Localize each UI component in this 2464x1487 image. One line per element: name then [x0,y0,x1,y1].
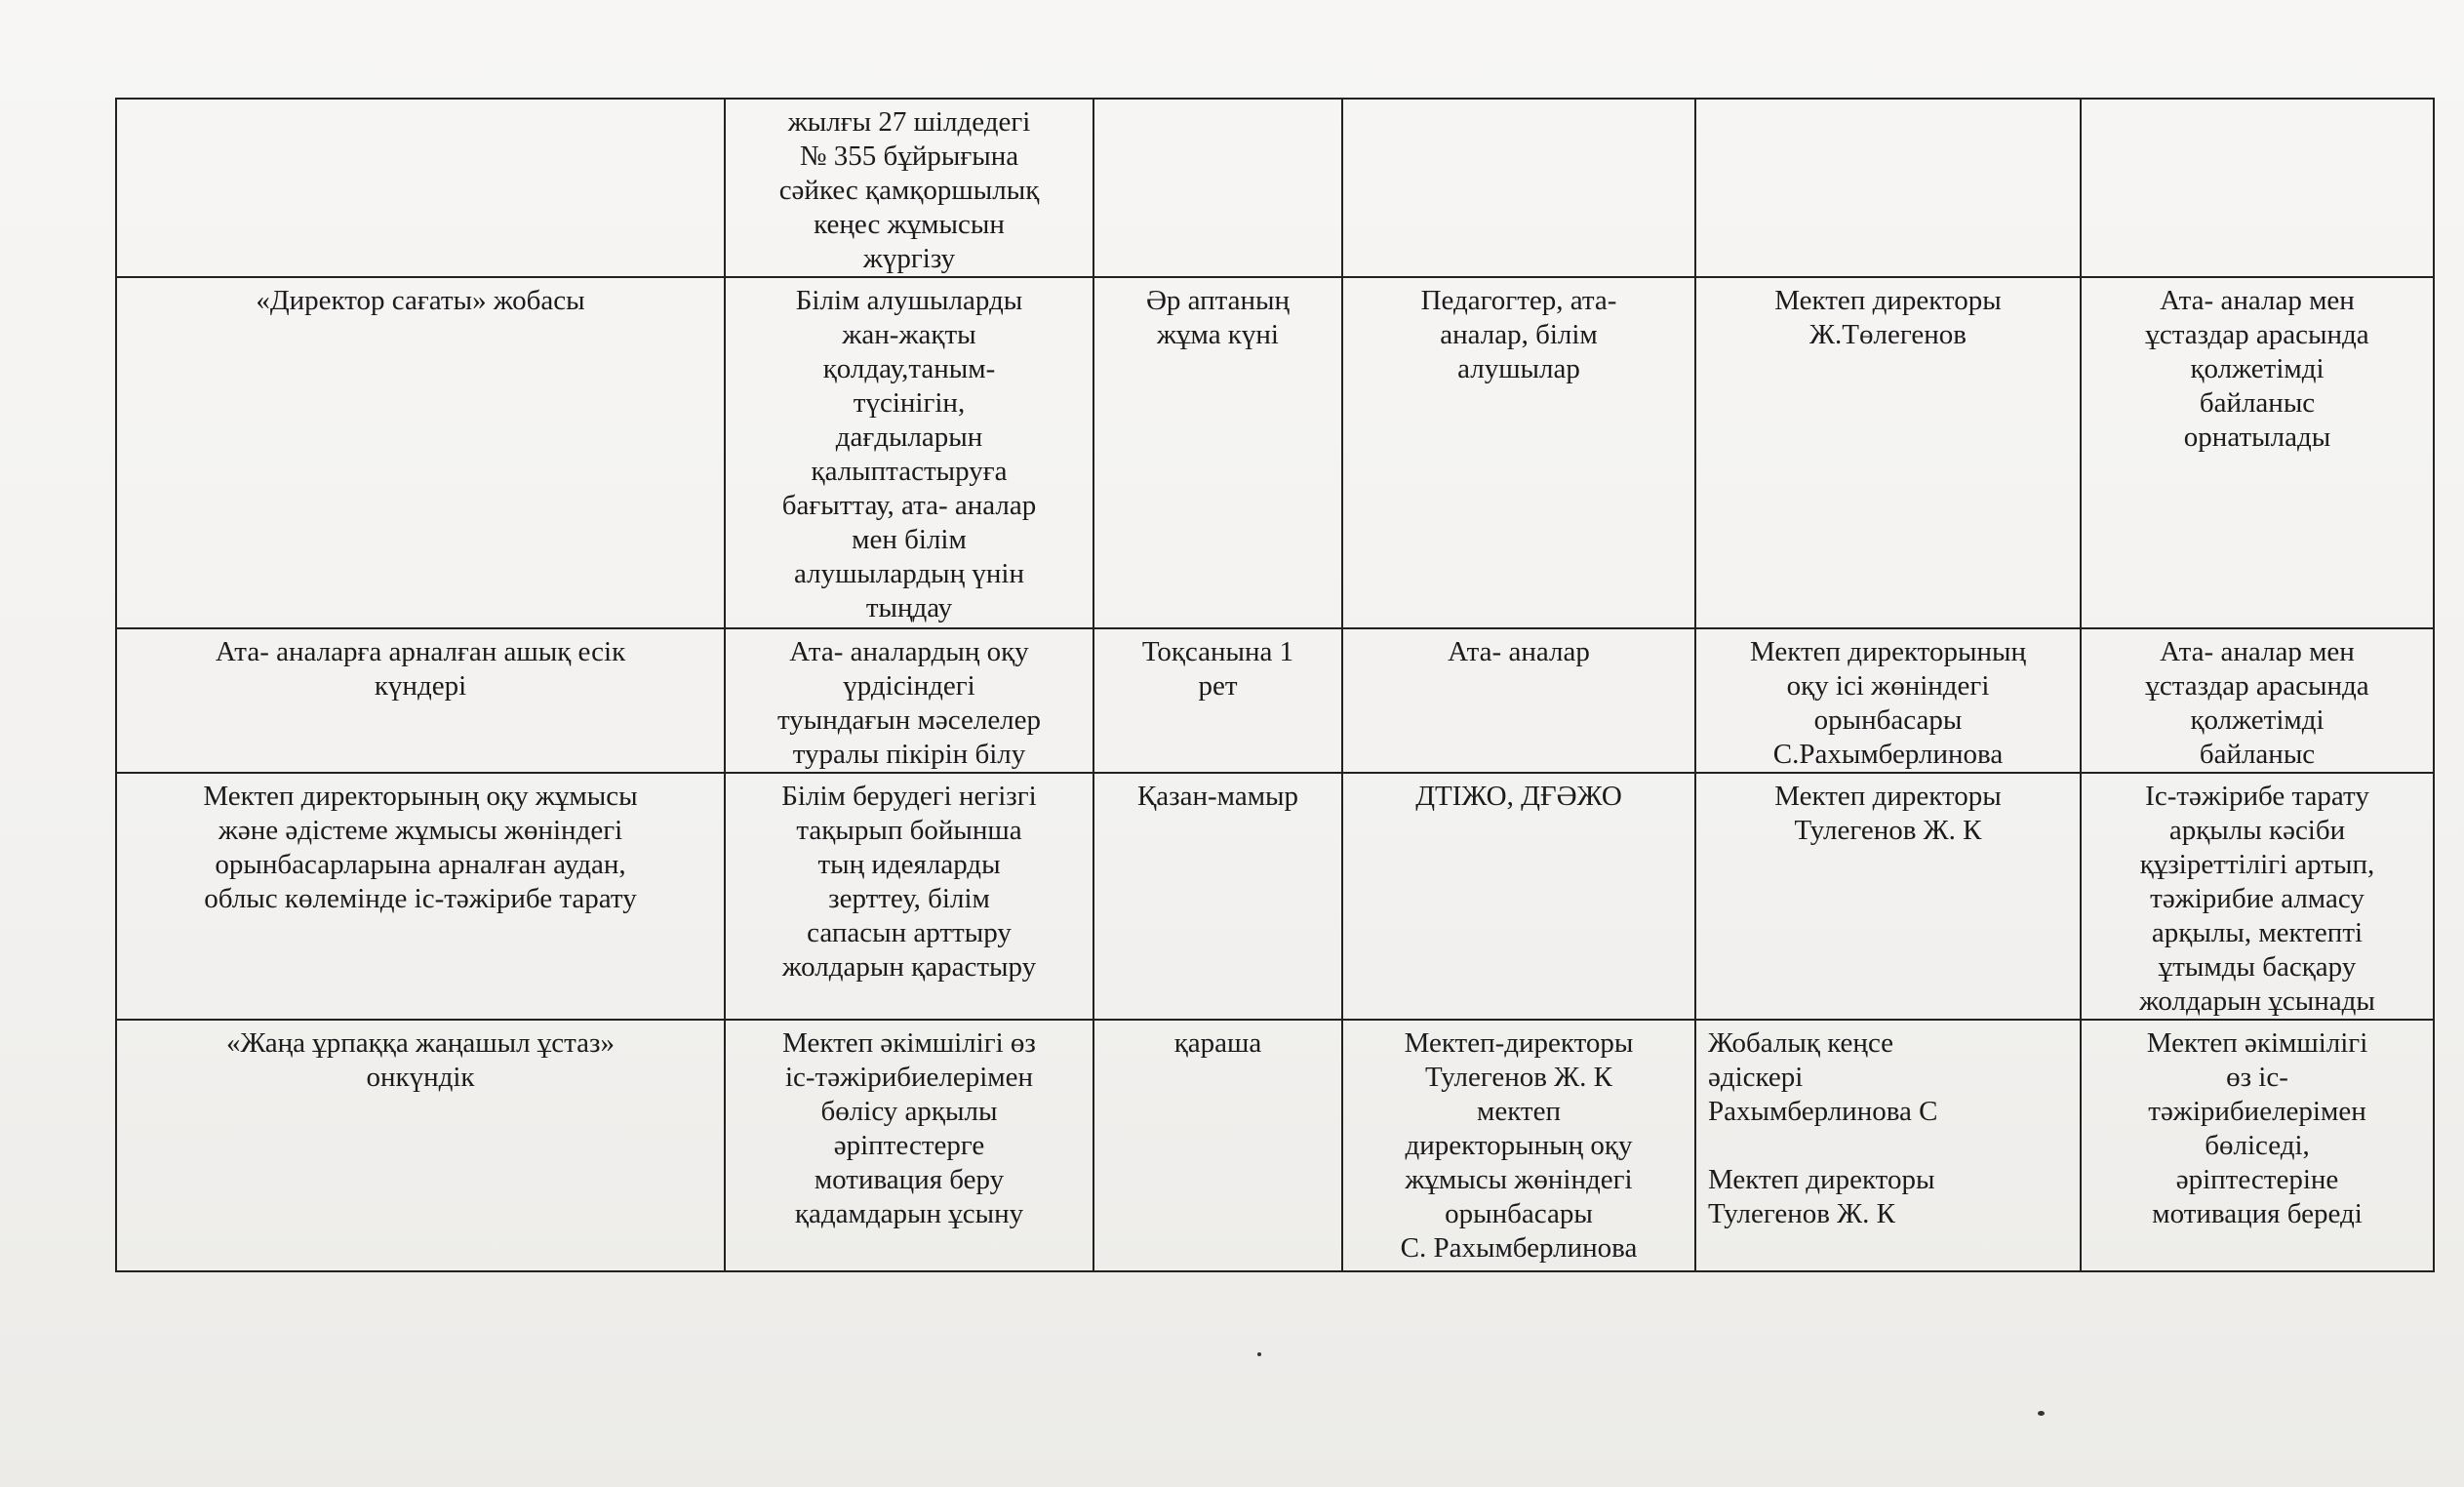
event-text: «Директор сағаты» жобасы [256,285,585,316]
result-cell [2081,99,2434,277]
participants-cell [1342,277,1695,628]
goal-text: Білім берудегі негізгі тақырып бойынша тың идеяларды зерттеу, білім сапасын арттыру жолдарын қарастыру [781,781,1037,983]
time-cell [1093,1020,1342,1271]
result-text: Іс-тәжірибе тарату арқылы кәсіби құзіреттілігі артып, тәжірибие алмасу арқылы, мектепті ұтымды басқару жолдарын ұсынады [2139,781,2375,1017]
goal-cell [725,99,1093,277]
goal-cell [725,773,1093,1020]
goal-text: Ата- аналардың оқу үрдісіндегі туындағын мәселелер туралы пікірін білу [776,636,1042,770]
responsible-text: Мектеп директоры Ж.Төлегенов [1774,285,2002,350]
paper-speck [2038,1411,2045,1416]
goal-text: жылғы 27 шілдедегі № 355 бұйрығына сәйкес қамқоршылық кеңес жұмысын жүргізу [778,106,1040,274]
participants-cell [1342,628,1695,773]
event-cell [116,628,725,773]
responsible-cell [1695,628,2081,773]
time-cell [1093,628,1342,773]
table-row [116,628,2434,773]
responsible-cell [1695,773,2081,1020]
paper-speck [1257,1352,1261,1356]
goal-text: Білім алушыларды жан-жақты қолдау,таным- түсінігін, дағдыларын қалыптастыруға бағыттау, ата- аналар мен білім алушылардың үнін тыңдау [781,285,1037,623]
plan-table [115,98,2435,1272]
event-text: Мектеп директорының оқу жұмысы және әдістеме жұмысы жөніндегі орынбасарларына арналған аудан, облыс көлемінде іс-тәжірибе тарату [203,781,638,914]
responsible-cell [1695,1020,2081,1271]
time-text: Тоқсанына 1 рет [1141,636,1294,702]
plan-table-container [115,98,2433,1272]
event-text: «Жаңа ұрпаққа жаңашыл ұстаз» онкүндік [225,1027,616,1093]
table-row [116,99,2434,277]
responsible-cell [1695,99,2081,277]
result-text: Ата- аналар мен ұстаздар арасында қолжетімді байланыс [2145,636,2369,770]
result-cell [2081,773,2434,1020]
event-text: Ата- аналарға арналған ашық есік күндері [215,636,626,702]
participants-cell [1342,773,1695,1020]
time-cell [1093,773,1342,1020]
result-text: Мектеп әкімшілігі өз іс- тәжірибиелерімен бөліседі, әріптестеріне мотивация береді [2146,1027,2368,1229]
time-text: Әр аптаның жұма күні [1145,285,1291,350]
event-cell [116,1020,725,1271]
time-text: Қазан-мамыр [1136,781,1299,812]
responsible-text: Мектеп директоры Тулегенов Ж. К [1774,781,2002,846]
table-row [116,1020,2434,1271]
result-text: Ата- аналар мен ұстаздар арасында қолжетімді байланыс орнатылады [2145,285,2369,453]
participants-text: Педагогтер, ата- аналар, білім алушылар [1420,285,1617,384]
result-cell [2081,277,2434,628]
time-text: қараша [1173,1027,1262,1059]
participants-text: ДТІЖО, ДҒӘЖО [1415,781,1622,812]
participants-text: Мектеп-директоры Тулегенов Ж. К мектеп директорының оқу жұмысы жөніндегі орынбасары С. Рахымберлинова [1400,1027,1638,1264]
goal-cell [725,628,1093,773]
participants-text: Ата- аналар [1448,636,1590,667]
participants-cell [1342,99,1695,277]
event-cell [116,277,725,628]
event-cell [116,99,725,277]
responsible-text: Жобалық кеңсе әдіскері Рахымберлинова С Мектеп директоры Тулегенов Ж. К [1708,1027,1938,1229]
table-row [116,277,2434,628]
table-row [116,773,2434,1020]
goal-text: Мектеп әкімшілігі өз іс-тәжірибиелерімен бөлісу арқылы әріптестерге мотивация беру қадамдарын ұсыну [782,1027,1036,1229]
result-cell [2081,628,2434,773]
responsible-cell [1695,277,2081,628]
time-cell [1093,277,1342,628]
participants-cell [1342,1020,1695,1271]
responsible-text: Мектеп директорының оқу ісі жөніндегі орынбасары С.Рахымберлинова [1750,636,2026,770]
goal-cell [725,1020,1093,1271]
event-cell [116,773,725,1020]
time-cell [1093,99,1342,277]
result-cell [2081,1020,2434,1271]
goal-cell [725,277,1093,628]
